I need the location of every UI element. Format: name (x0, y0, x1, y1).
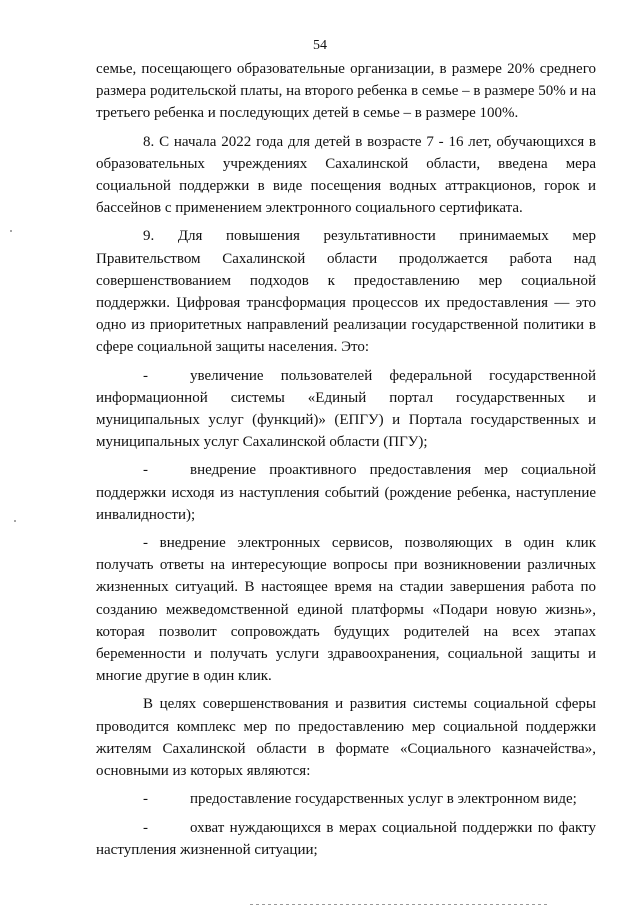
bullet-epgu (96, 365, 596, 454)
bullet-text: внедрение проактивного предоставления мер социальной поддержки исходя из наступления событий (рождение ребенка, наступление инвалидности); (96, 462, 596, 523)
bullet-electronic-services: - внедрение электронных сервисов, позволяющих в один клик получать ответы на интересующие вопросы при возникновении различных жизненных ситуаций. В настоящее время на стадии завершения работа по созданию межведомственной единой платформы «Подари новую жизнь», которая позволит сопровождать будущих родителей на всех этапах беременности и получать услуги здравоохранения, социальной защиты и многие другие в один клик. (96, 535, 596, 685)
scan-artifact (10, 230, 12, 232)
paragraph-social-treasury: В целях совершенствования и развития системы социальной сферы проводится комплекс мер по предоставлению мер социальной поддержки жителям Сахалинской области в формате «Социального казначейства», основными из которых являются: (96, 696, 596, 780)
bullet-electronic-services-list (96, 788, 596, 810)
bullet-text: охват нуждающихся в мерах социальной поддержки по факту наступления жизненной ситуации; (96, 819, 596, 858)
bullet-coverage (96, 817, 596, 861)
bullet-text: предоставление государственных услуг в электронном виде; (190, 791, 577, 808)
bullet-dash: - (143, 819, 148, 836)
paragraph-item-8: 8. С начала 2022 года для детей в возрасте 7 - 16 лет, обучающихся в образовательных учреждениях Сахалинской области, введена мера социальной поддержки в виде посещения водных аттракционов, горок и бассейнов с применением электронного социального сертификата. (96, 133, 596, 217)
bullet-proactive (96, 459, 596, 526)
bullet-dash: - (143, 462, 148, 479)
scan-artifact-line (250, 904, 550, 905)
bullet-dash: - (143, 791, 148, 808)
paragraph-continuation: семье, посещающего образовательные организации, в размере 20% среднего размера родительской платы, на второго ребенка в семье – в размере 50% и на третьего ребенка и последующих детей в семье – в размере 100%. (96, 61, 596, 122)
bullet-text: увеличение пользователей федеральной государственной информационной системы «Единый портал государственных и муниципальных услуг (функций)» (ЕПГУ) и Портала государственных и муниципальных услуг Сахалинской области (ПГУ); (96, 367, 596, 451)
paragraph-item-9: 9. Для повышения результативности принимаемых мер Правительством Сахалинской области продолжается работа над совершенствованием подходов к предоставлению мер социальной поддержки. Цифровая трансформация процессов их предоставления — это одно из приоритетных направлений реализации государственной политики в сфере социальной защиты населения. Это: (96, 228, 596, 356)
scan-artifact (14, 520, 16, 522)
document-body (96, 58, 596, 861)
bullet-dash: - (143, 367, 148, 384)
page-number: 54 (313, 38, 327, 53)
